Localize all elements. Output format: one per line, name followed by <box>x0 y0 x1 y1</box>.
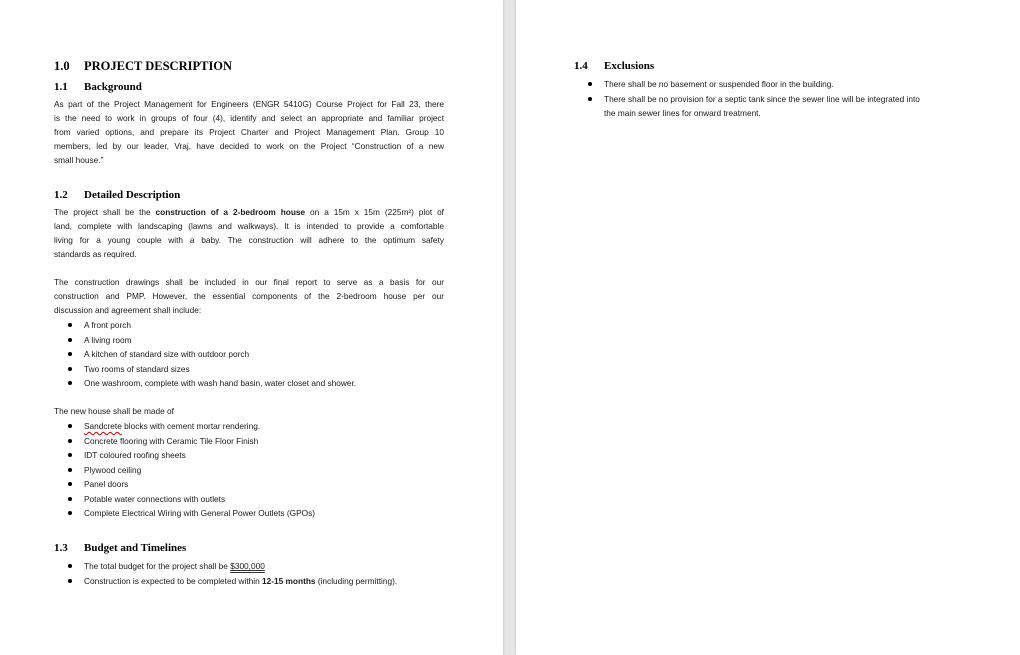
list-item-text: One washroom, complete with wash hand basin, water closet and shower. <box>84 378 357 388</box>
list-item <box>68 434 315 449</box>
section-title: Budget and Timelines <box>84 542 187 554</box>
paragraph-line: is the need to work in groups of four (4), identify and select an appropriate and familiar project <box>54 113 444 123</box>
list-item <box>68 318 356 333</box>
list-item <box>68 419 315 434</box>
bullet-icon <box>68 453 72 457</box>
section-heading-1-0 <box>54 59 232 74</box>
document-page-right <box>516 0 1020 655</box>
materials-list <box>68 419 315 521</box>
paragraph-line: land, complete with landscaping (lawns and walkways). It is intended to provide a comfortable <box>54 221 444 231</box>
section-number: 1.4 <box>574 60 588 72</box>
bullet-icon <box>68 367 72 371</box>
paragraph-line: discussion and agreement shall include: <box>54 305 202 315</box>
paragraph-line: from varied options, and prepare its Project Charter and Project Management Plan. Group 10 <box>54 127 444 137</box>
budget-amount: $300,000 <box>230 561 265 571</box>
section-heading-1-2 <box>54 189 180 201</box>
paragraph-line: standards as required. <box>54 249 137 259</box>
bullet-icon <box>588 97 592 101</box>
bullet-icon <box>68 424 72 428</box>
bold-text-run: construction of a 2-bedroom house <box>155 207 306 217</box>
list-item-text: (including permitting). <box>315 575 398 586</box>
section-number: 1.3 <box>54 542 68 554</box>
section-title: Exclusions <box>604 60 655 72</box>
section-number: 1.0 <box>54 59 70 73</box>
list-item <box>68 463 315 478</box>
list-item <box>588 77 920 92</box>
list-item <box>68 333 356 348</box>
list-item <box>588 92 920 107</box>
list-item-text: A front porch <box>84 320 132 330</box>
list-item-text: Two rooms of standard sizes <box>84 363 190 374</box>
paragraph-line <box>54 205 444 219</box>
bullet-icon <box>68 564 72 568</box>
list-item-text: IDT coloured roofing sheets <box>84 450 186 460</box>
section-heading-1-1 <box>54 81 142 93</box>
section-number: 1.1 <box>54 81 68 93</box>
text-run: The project shall be the <box>54 207 156 217</box>
section-number: 1.2 <box>54 189 68 201</box>
duration-text: 12-15 months <box>262 575 316 586</box>
bullet-icon <box>68 381 72 385</box>
list-item <box>68 362 356 377</box>
text-run: on a 15m x 15m (225m²) plot of <box>305 207 444 217</box>
section-heading-1-3 <box>54 542 186 554</box>
list-item-text: Plywood ceiling <box>84 464 142 475</box>
list-item-text: There shall be no provision for a septic tank since the sewer line will be integrated into <box>604 93 920 104</box>
list-item <box>68 376 356 391</box>
bullet-icon <box>68 352 72 356</box>
list-item-text: A living room <box>84 334 132 345</box>
list-item-text: Concrete flooring with Ceramic Tile Floor Finish <box>84 435 259 446</box>
list-item-text: The total budget for the project shall be <box>84 561 231 571</box>
section-title: Detailed Description <box>84 189 181 201</box>
description-paragraph-2 <box>54 275 444 317</box>
bullet-icon <box>68 323 72 327</box>
list-item <box>68 477 315 492</box>
bullet-icon <box>588 82 592 86</box>
paragraph-line: small house.” <box>54 155 104 165</box>
list-item-text: A kitchen of standard size with outdoor porch <box>84 349 250 359</box>
list-item <box>68 347 356 362</box>
list-item-text: Panel doors <box>84 479 129 489</box>
paragraph-line: members, led by our leader, Vraj, have decided to work on the Project “Construction of a new <box>54 141 444 151</box>
list-item-text: Construction is expected to be completed within <box>84 575 263 586</box>
description-paragraph-1 <box>54 205 444 261</box>
paragraph-line: construction and PMP. However, the essential components of the 2-bedroom house per our <box>54 291 444 301</box>
bullet-icon <box>68 497 72 501</box>
bullet-icon <box>68 511 72 515</box>
list-item-text: Potable water connections with outlets <box>84 493 226 504</box>
document-page-left <box>0 0 503 655</box>
list-item <box>68 492 315 507</box>
list-item <box>68 559 397 574</box>
list-item-text: blocks with cement mortar rendering. <box>121 421 261 431</box>
bullet-icon <box>68 338 72 342</box>
bullet-icon <box>68 439 72 443</box>
budget-list <box>68 559 397 588</box>
list-item-text: the main sewer lines for onward treatment. <box>604 108 761 118</box>
bullet-icon <box>68 579 72 583</box>
list-item-text: Complete Electrical Wiring with General Power Outlets (GPOs) <box>84 508 316 518</box>
bullet-icon <box>68 482 72 486</box>
background-paragraph <box>54 97 444 167</box>
list-item <box>68 448 315 463</box>
paragraph-line: The new house shall be made of <box>54 406 174 416</box>
section-title: Background <box>84 81 142 93</box>
exclusions-list <box>588 77 920 121</box>
section-title: PROJECT DESCRIPTION <box>84 59 233 73</box>
list-item-text: There shall be no basement or suspended floor in the building. <box>604 79 834 89</box>
bullet-icon <box>68 468 72 472</box>
paragraph-line: living for a young couple with a baby. The construction will adhere to the optimum safety <box>54 235 444 245</box>
paragraph-line: The construction drawings shall be included in our final report to serve as a basis for our <box>54 277 444 287</box>
list-item <box>68 506 315 521</box>
section-heading-1-4 <box>574 60 654 72</box>
components-list <box>68 318 356 391</box>
list-item-continuation <box>588 106 920 121</box>
spellcheck-flagged-word[interactable]: Sandcrete <box>84 421 122 431</box>
materials-intro <box>54 404 444 418</box>
paragraph-line: As part of the Project Management for Engineers (ENGR 5410G) Course Project for Fall 23, there <box>54 99 444 109</box>
list-item <box>68 574 397 589</box>
